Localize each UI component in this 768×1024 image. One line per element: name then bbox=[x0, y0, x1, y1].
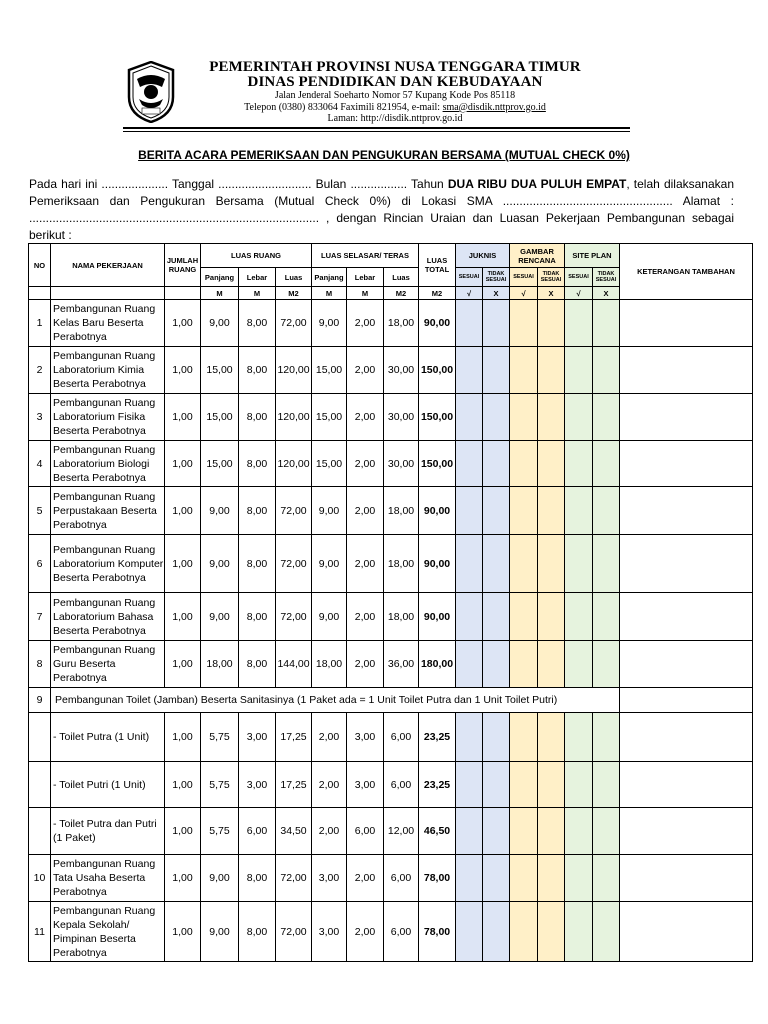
check-cell bbox=[538, 902, 565, 962]
header-jumlah: JUMLAH RUANG bbox=[165, 244, 201, 287]
row-number: 5 bbox=[29, 487, 51, 535]
check-cell bbox=[483, 762, 510, 808]
header-luas-selasar: LUAS SELASAR/ TERAS bbox=[312, 244, 419, 268]
check-cell bbox=[483, 441, 510, 487]
work-name: Pembangunan Ruang Laboratorium Kimia Beserta Perabotnya bbox=[51, 347, 165, 394]
check-cell bbox=[510, 713, 538, 762]
cell-lebar-selasar: 2,00 bbox=[347, 535, 384, 593]
cell-panjang-ruang: 15,00 bbox=[201, 347, 239, 394]
cell-lebar-selasar: 3,00 bbox=[347, 762, 384, 808]
cell-keterangan bbox=[620, 762, 753, 808]
cell-panjang-selasar: 15,00 bbox=[312, 347, 347, 394]
check-cell bbox=[538, 535, 565, 593]
cell-luas-selasar: 30,00 bbox=[384, 441, 419, 487]
check-cell bbox=[456, 641, 483, 688]
cell-luas-selasar: 30,00 bbox=[384, 347, 419, 394]
header-luas-total: LUAS TOTAL bbox=[419, 244, 456, 287]
header-lebar-2: Lebar bbox=[347, 268, 384, 287]
work-name: - Toilet Putra dan Putri (1 Paket) bbox=[51, 808, 165, 855]
check-cell bbox=[593, 300, 620, 347]
check-cell bbox=[510, 902, 538, 962]
cell-jumlah: 1,00 bbox=[165, 593, 201, 641]
letterhead-province: PEMERINTAH PROVINSI NUSA TENGGARA TIMUR bbox=[209, 59, 581, 75]
cell-luas-total: 90,00 bbox=[419, 487, 456, 535]
check-cell bbox=[593, 902, 620, 962]
cell-panjang-ruang: 9,00 bbox=[201, 902, 239, 962]
check-cell bbox=[565, 762, 593, 808]
check-cell bbox=[456, 300, 483, 347]
cell-luas-total: 150,00 bbox=[419, 441, 456, 487]
check-cell bbox=[483, 535, 510, 593]
check-cell bbox=[456, 713, 483, 762]
table-row bbox=[29, 855, 753, 902]
intro-part-2: , telah dilaksanakan Pemeriksaan dan Pengukuran Bersama (Mutual Check 0%) di Lokasi SMA ................................................... Alamat : ....................................................................................... , dengan Rincian Uraian dan Luasan Pekerjaan Pembangunan sebagai berikut : bbox=[29, 177, 734, 242]
check-cell bbox=[565, 487, 593, 535]
table-row bbox=[29, 688, 753, 713]
row-number: 3 bbox=[29, 394, 51, 441]
cell-lebar-selasar: 2,00 bbox=[347, 641, 384, 688]
cell-luas-total: 150,00 bbox=[419, 347, 456, 394]
intro-part-1: Pada hari ini .................... Tanggal ............................ Bulan ................. Tahun bbox=[29, 177, 448, 191]
check-cell bbox=[538, 713, 565, 762]
header-luas-ruang: LUAS RUANG bbox=[201, 244, 312, 268]
header-luas-1: Luas bbox=[276, 268, 312, 287]
document-title: BERITA ACARA PEMERIKSAAN DAN PENGUKURAN BERSAMA (MUTUAL CHECK 0%) bbox=[138, 148, 630, 162]
header-panjang-2: Panjang bbox=[312, 268, 347, 287]
cell-luas-selasar: 6,00 bbox=[384, 762, 419, 808]
check-cell bbox=[593, 641, 620, 688]
unit-panjang-1: M bbox=[201, 287, 239, 300]
cell-luas-total: 90,00 bbox=[419, 300, 456, 347]
check-cell bbox=[593, 762, 620, 808]
cell-lebar-ruang: 8,00 bbox=[239, 487, 276, 535]
check-cell bbox=[510, 441, 538, 487]
check-cell bbox=[538, 593, 565, 641]
cell-keterangan bbox=[620, 593, 753, 641]
unit-total: M2 bbox=[419, 287, 456, 300]
header-juknis: JUKNIS bbox=[456, 244, 510, 268]
row-number: 2 bbox=[29, 347, 51, 394]
check-cell bbox=[510, 855, 538, 902]
check-cell bbox=[593, 855, 620, 902]
row-number: 6 bbox=[29, 535, 51, 593]
letterhead-web[interactable]: Laman: http://disdik.nttprov.go.id bbox=[327, 113, 463, 124]
cell-luas-selasar: 18,00 bbox=[384, 487, 419, 535]
header-nama: NAMA PEKERJAAN bbox=[51, 244, 165, 287]
cell-lebar-selasar: 6,00 bbox=[347, 808, 384, 855]
check-cell bbox=[483, 487, 510, 535]
cell-lebar-selasar: 2,00 bbox=[347, 441, 384, 487]
check-cell bbox=[510, 641, 538, 688]
cell-luas-selasar: 12,00 bbox=[384, 808, 419, 855]
cell-panjang-ruang: 5,75 bbox=[201, 762, 239, 808]
row-number: 1 bbox=[29, 300, 51, 347]
header-gambar: GAMBAR RENCANA bbox=[510, 244, 565, 268]
cell-panjang-selasar: 15,00 bbox=[312, 441, 347, 487]
work-name: Pembangunan Ruang Kepala Sekolah/ Pimpinan Beserta Perabotnya bbox=[51, 902, 165, 962]
cell-lebar-selasar: 2,00 bbox=[347, 487, 384, 535]
juknis-cross-mark: X bbox=[483, 287, 510, 300]
cell-luas-ruang: 17,25 bbox=[276, 762, 312, 808]
intro-paragraph bbox=[29, 176, 734, 244]
unit-panjang-2: M bbox=[312, 287, 347, 300]
check-cell bbox=[510, 394, 538, 441]
cell-jumlah: 1,00 bbox=[165, 641, 201, 688]
site-check-mark: √ bbox=[565, 287, 593, 300]
cell-luas-total: 78,00 bbox=[419, 855, 456, 902]
check-cell bbox=[565, 394, 593, 441]
cell-panjang-ruang: 9,00 bbox=[201, 593, 239, 641]
check-cell bbox=[456, 394, 483, 441]
cell-keterangan bbox=[620, 441, 753, 487]
letterhead-address: Jalan Jenderal Soeharto Nomor 57 Kupang Kode Pos 85118 bbox=[274, 90, 516, 101]
cell-lebar-selasar: 2,00 bbox=[347, 855, 384, 902]
check-cell bbox=[538, 762, 565, 808]
cell-panjang-selasar: 3,00 bbox=[312, 855, 347, 902]
cell-luas-selasar: 36,00 bbox=[384, 641, 419, 688]
cell-panjang-selasar: 2,00 bbox=[312, 808, 347, 855]
cell-lebar-selasar: 2,00 bbox=[347, 593, 384, 641]
cell-luas-ruang: 72,00 bbox=[276, 535, 312, 593]
check-cell bbox=[456, 347, 483, 394]
check-cell bbox=[510, 535, 538, 593]
check-cell bbox=[565, 902, 593, 962]
cell-luas-total: 90,00 bbox=[419, 535, 456, 593]
check-cell bbox=[593, 535, 620, 593]
header-gambar-sesuai: SESUAI bbox=[510, 268, 538, 287]
work-name: Pembangunan Ruang Laboratorium Fisika Beserta Perabotnya bbox=[51, 394, 165, 441]
cell-keterangan bbox=[620, 855, 753, 902]
header-juknis-sesuai: SESUAI bbox=[456, 268, 483, 287]
cell-luas-selasar: 18,00 bbox=[384, 593, 419, 641]
check-cell bbox=[456, 808, 483, 855]
cell-lebar-ruang: 8,00 bbox=[239, 300, 276, 347]
cell-jumlah: 1,00 bbox=[165, 762, 201, 808]
header-juknis-tidak: TIDAK SESUAI bbox=[483, 268, 510, 287]
cell-jumlah: 1,00 bbox=[165, 441, 201, 487]
cell-luas-ruang: 17,25 bbox=[276, 713, 312, 762]
header-lebar-1: Lebar bbox=[239, 268, 276, 287]
table-row bbox=[29, 535, 753, 593]
row-number: 9 bbox=[29, 688, 51, 713]
juknis-check-mark: √ bbox=[456, 287, 483, 300]
cell-luas-ruang: 144,00 bbox=[276, 641, 312, 688]
check-cell bbox=[483, 808, 510, 855]
cell-panjang-selasar: 2,00 bbox=[312, 762, 347, 808]
check-cell bbox=[565, 641, 593, 688]
cell-lebar-selasar: 2,00 bbox=[347, 394, 384, 441]
check-cell bbox=[565, 855, 593, 902]
cell-panjang-selasar: 9,00 bbox=[312, 300, 347, 347]
cell-lebar-selasar: 2,00 bbox=[347, 347, 384, 394]
check-cell bbox=[593, 593, 620, 641]
cell-panjang-selasar: 18,00 bbox=[312, 641, 347, 688]
cell-lebar-ruang: 8,00 bbox=[239, 902, 276, 962]
cell-luas-total: 78,00 bbox=[419, 902, 456, 962]
header-panjang-1: Panjang bbox=[201, 268, 239, 287]
cell-luas-selasar: 18,00 bbox=[384, 535, 419, 593]
check-cell bbox=[565, 535, 593, 593]
check-cell bbox=[483, 855, 510, 902]
row-number bbox=[29, 762, 51, 808]
table-row bbox=[29, 394, 753, 441]
row-number: 7 bbox=[29, 593, 51, 641]
cell-jumlah: 1,00 bbox=[165, 347, 201, 394]
check-cell bbox=[593, 347, 620, 394]
cell-lebar-ruang: 8,00 bbox=[239, 347, 276, 394]
email-link[interactable]: sma@disdik.nttprov.go.id bbox=[442, 101, 546, 113]
check-cell bbox=[483, 394, 510, 441]
cell-jumlah: 1,00 bbox=[165, 713, 201, 762]
work-name: Pembangunan Ruang Guru Beserta Perabotnya bbox=[51, 641, 165, 688]
header-site-tidak: TIDAK SESUAI bbox=[593, 268, 620, 287]
cell-panjang-ruang: 15,00 bbox=[201, 441, 239, 487]
check-cell bbox=[565, 347, 593, 394]
cell-lebar-ruang: 8,00 bbox=[239, 441, 276, 487]
cell-panjang-selasar: 9,00 bbox=[312, 535, 347, 593]
cell-luas-selasar: 6,00 bbox=[384, 902, 419, 962]
row-number: 11 bbox=[29, 902, 51, 962]
check-cell bbox=[565, 593, 593, 641]
cell-luas-ruang: 34,50 bbox=[276, 808, 312, 855]
cell-keterangan bbox=[620, 487, 753, 535]
cell-keterangan bbox=[620, 641, 753, 688]
cell-panjang-selasar: 9,00 bbox=[312, 487, 347, 535]
work-name: Pembangunan Ruang Laboratorium Bahasa Beserta Perabotnya bbox=[51, 593, 165, 641]
check-cell bbox=[456, 535, 483, 593]
cell-keterangan bbox=[620, 808, 753, 855]
cell-luas-selasar: 6,00 bbox=[384, 713, 419, 762]
unit-lebar-2: M bbox=[347, 287, 384, 300]
cell-panjang-selasar: 9,00 bbox=[312, 593, 347, 641]
work-name: Pembangunan Ruang Kelas Baru Beserta Perabotnya bbox=[51, 300, 165, 347]
check-cell bbox=[593, 713, 620, 762]
cell-panjang-ruang: 9,00 bbox=[201, 855, 239, 902]
cell-luas-ruang: 72,00 bbox=[276, 487, 312, 535]
check-cell bbox=[456, 902, 483, 962]
check-cell bbox=[593, 441, 620, 487]
cell-lebar-selasar: 3,00 bbox=[347, 713, 384, 762]
work-name: Pembangunan Ruang Laboratorium Biologi Beserta Perabotnya bbox=[51, 441, 165, 487]
cell-luas-total: 90,00 bbox=[419, 593, 456, 641]
cell-panjang-ruang: 9,00 bbox=[201, 535, 239, 593]
check-cell bbox=[538, 441, 565, 487]
cell-lebar-ruang: 8,00 bbox=[239, 641, 276, 688]
header-no: NO bbox=[29, 244, 51, 287]
table-row bbox=[29, 441, 753, 487]
check-cell bbox=[538, 300, 565, 347]
check-cell bbox=[456, 487, 483, 535]
letterhead-contact bbox=[180, 102, 610, 114]
unit-jumlah bbox=[165, 287, 201, 300]
check-cell bbox=[483, 641, 510, 688]
letterhead-agency: DINAS PENDIDIKAN DAN KEBUDAYAAN bbox=[247, 74, 543, 90]
check-cell bbox=[483, 902, 510, 962]
cell-jumlah: 1,00 bbox=[165, 855, 201, 902]
check-cell bbox=[510, 808, 538, 855]
cell-lebar-selasar: 2,00 bbox=[347, 300, 384, 347]
cell-luas-total: 180,00 bbox=[419, 641, 456, 688]
cell-luas-ruang: 72,00 bbox=[276, 593, 312, 641]
cell-panjang-selasar: 2,00 bbox=[312, 713, 347, 762]
work-name: Pembangunan Ruang Laboratorium Komputer Beserta Perabotnya bbox=[51, 535, 165, 593]
row-number bbox=[29, 808, 51, 855]
cell-jumlah: 1,00 bbox=[165, 808, 201, 855]
cell-lebar-ruang: 8,00 bbox=[239, 394, 276, 441]
site-cross-mark: X bbox=[593, 287, 620, 300]
cell-keterangan bbox=[620, 688, 753, 713]
row-span-text: Pembangunan Toilet (Jamban) Beserta Sanitasinya (1 Paket ada = 1 Unit Toilet Putra dan 1 Unit Toilet Putri) bbox=[51, 688, 620, 713]
cell-luas-ruang: 120,00 bbox=[276, 441, 312, 487]
cell-luas-total: 150,00 bbox=[419, 394, 456, 441]
cell-keterangan bbox=[620, 713, 753, 762]
cell-lebar-ruang: 3,00 bbox=[239, 762, 276, 808]
cell-lebar-selasar: 2,00 bbox=[347, 902, 384, 962]
check-cell bbox=[456, 441, 483, 487]
cell-luas-selasar: 18,00 bbox=[384, 300, 419, 347]
check-cell bbox=[593, 394, 620, 441]
cell-keterangan bbox=[620, 902, 753, 962]
cell-panjang-selasar: 3,00 bbox=[312, 902, 347, 962]
cell-luas-selasar: 6,00 bbox=[384, 855, 419, 902]
work-name: - Toilet Putri (1 Unit) bbox=[51, 762, 165, 808]
check-cell bbox=[538, 347, 565, 394]
cell-luas-ruang: 120,00 bbox=[276, 347, 312, 394]
check-cell bbox=[510, 762, 538, 808]
cell-luas-total: 23,25 bbox=[419, 713, 456, 762]
check-cell bbox=[483, 713, 510, 762]
check-cell bbox=[593, 808, 620, 855]
cell-lebar-ruang: 3,00 bbox=[239, 713, 276, 762]
cell-panjang-selasar: 15,00 bbox=[312, 394, 347, 441]
header-gambar-tidak: TIDAK SESUAI bbox=[538, 268, 565, 287]
unit-nama bbox=[51, 287, 165, 300]
check-cell bbox=[510, 300, 538, 347]
table-row bbox=[29, 762, 753, 808]
cell-panjang-ruang: 9,00 bbox=[201, 300, 239, 347]
check-cell bbox=[510, 347, 538, 394]
letterhead bbox=[180, 60, 610, 125]
header-rule-thick bbox=[123, 127, 630, 129]
cell-jumlah: 1,00 bbox=[165, 902, 201, 962]
check-cell bbox=[565, 300, 593, 347]
cell-lebar-ruang: 6,00 bbox=[239, 808, 276, 855]
table-row bbox=[29, 347, 753, 394]
check-cell bbox=[510, 593, 538, 641]
cell-luas-ruang: 72,00 bbox=[276, 902, 312, 962]
check-cell bbox=[565, 441, 593, 487]
check-cell bbox=[538, 641, 565, 688]
check-cell bbox=[538, 855, 565, 902]
check-cell bbox=[456, 855, 483, 902]
check-cell bbox=[456, 762, 483, 808]
cell-luas-ruang: 72,00 bbox=[276, 300, 312, 347]
unit-lebar-1: M bbox=[239, 287, 276, 300]
cell-panjang-ruang: 5,75 bbox=[201, 713, 239, 762]
table-row bbox=[29, 487, 753, 535]
row-number bbox=[29, 713, 51, 762]
check-cell bbox=[565, 713, 593, 762]
cell-jumlah: 1,00 bbox=[165, 394, 201, 441]
cell-panjang-ruang: 15,00 bbox=[201, 394, 239, 441]
check-cell bbox=[538, 487, 565, 535]
check-cell bbox=[483, 593, 510, 641]
table-row bbox=[29, 593, 753, 641]
row-number: 8 bbox=[29, 641, 51, 688]
cell-panjang-ruang: 5,75 bbox=[201, 808, 239, 855]
gambar-check-mark: √ bbox=[510, 287, 538, 300]
cell-keterangan bbox=[620, 300, 753, 347]
work-name: Pembangunan Ruang Tata Usaha Beserta Perabotnya bbox=[51, 855, 165, 902]
table-row bbox=[29, 300, 753, 347]
cell-luas-ruang: 120,00 bbox=[276, 394, 312, 441]
cell-luas-total: 23,25 bbox=[419, 762, 456, 808]
unit-luas-1: M2 bbox=[276, 287, 312, 300]
cell-jumlah: 1,00 bbox=[165, 300, 201, 347]
header-rule-thin bbox=[123, 131, 630, 132]
check-cell bbox=[456, 593, 483, 641]
letterhead-phone: Telepon (0380) 833064 Faximili 821954, e-mail: bbox=[244, 101, 443, 113]
check-cell bbox=[538, 394, 565, 441]
header-luas-2: Luas bbox=[384, 268, 419, 287]
cell-keterangan bbox=[620, 535, 753, 593]
table-row bbox=[29, 713, 753, 762]
provincial-emblem-logo bbox=[126, 61, 176, 123]
cell-luas-total: 46,50 bbox=[419, 808, 456, 855]
check-cell bbox=[593, 487, 620, 535]
check-cell bbox=[565, 808, 593, 855]
work-name: Pembangunan Ruang Perpustakaan Beserta Perabotnya bbox=[51, 487, 165, 535]
row-number: 4 bbox=[29, 441, 51, 487]
check-cell bbox=[483, 300, 510, 347]
cell-luas-ruang: 72,00 bbox=[276, 855, 312, 902]
cell-panjang-ruang: 18,00 bbox=[201, 641, 239, 688]
intro-year: DUA RIBU DUA PULUH EMPAT bbox=[447, 177, 627, 191]
header-siteplan: SITE PLAN bbox=[565, 244, 620, 268]
cell-jumlah: 1,00 bbox=[165, 535, 201, 593]
cell-lebar-ruang: 8,00 bbox=[239, 593, 276, 641]
table-row bbox=[29, 808, 753, 855]
cell-luas-selasar: 30,00 bbox=[384, 394, 419, 441]
table-row bbox=[29, 902, 753, 962]
work-name: - Toilet Putra (1 Unit) bbox=[51, 713, 165, 762]
work-table bbox=[28, 243, 753, 962]
check-cell bbox=[538, 808, 565, 855]
gambar-cross-mark: X bbox=[538, 287, 565, 300]
cell-keterangan bbox=[620, 347, 753, 394]
cell-keterangan bbox=[620, 394, 753, 441]
check-cell bbox=[510, 487, 538, 535]
cell-lebar-ruang: 8,00 bbox=[239, 855, 276, 902]
cell-panjang-ruang: 9,00 bbox=[201, 487, 239, 535]
table-row bbox=[29, 641, 753, 688]
header-site-sesuai: SESUAI bbox=[565, 268, 593, 287]
check-cell bbox=[483, 347, 510, 394]
unit-no bbox=[29, 287, 51, 300]
header-keterangan: KETERANGAN TAMBAHAN bbox=[620, 244, 753, 300]
cell-jumlah: 1,00 bbox=[165, 487, 201, 535]
unit-luas-2: M2 bbox=[384, 287, 419, 300]
cell-lebar-ruang: 8,00 bbox=[239, 535, 276, 593]
row-number: 10 bbox=[29, 855, 51, 902]
